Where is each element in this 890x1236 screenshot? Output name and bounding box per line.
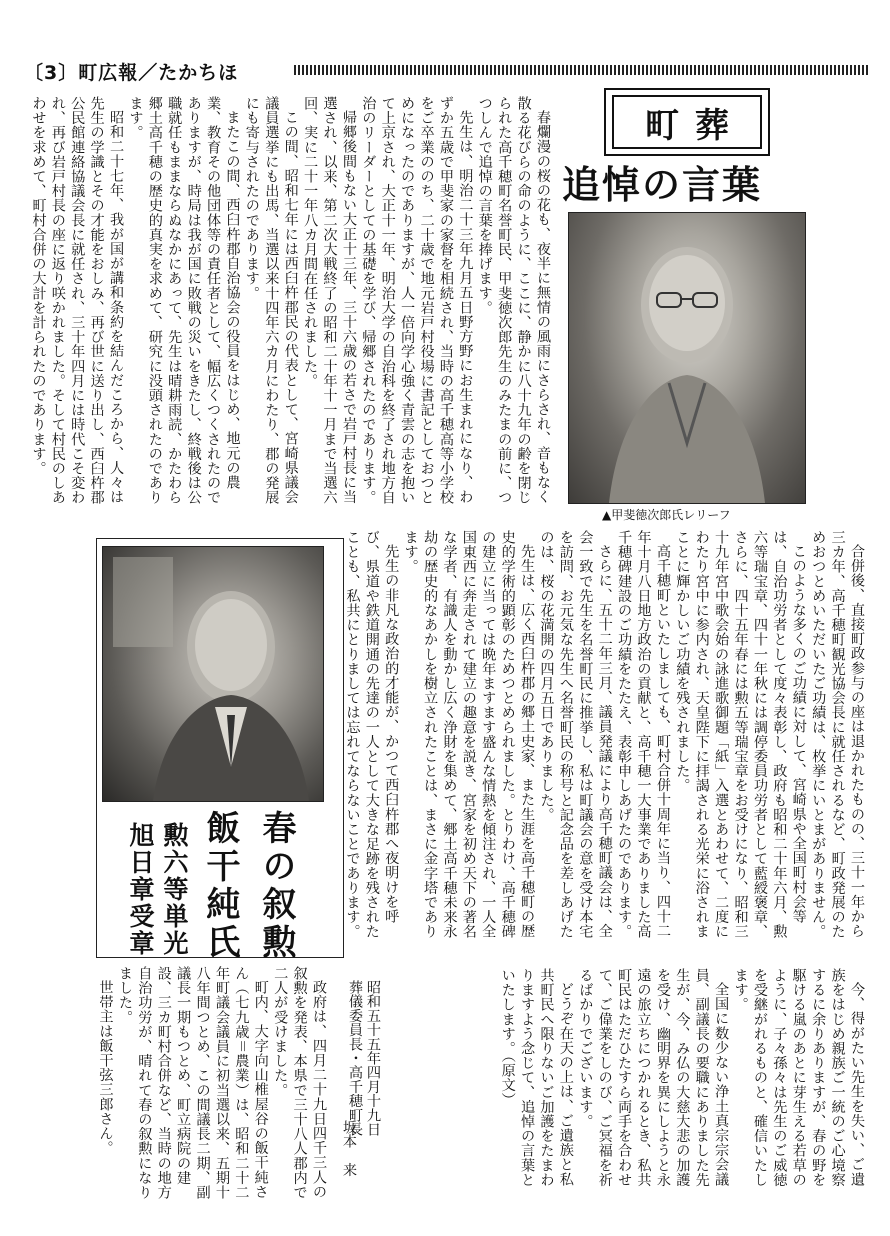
obituary-paragraph: 先生の非凡な政治的才能が、かつて西臼杵郡へ夜明けを呼び、県道や鉄道開通の先達の一人として大きな足跡を残されたことも、私共にとりましては忘れてならないことであります。 xyxy=(344,530,400,939)
award-class-line1: 勲六等単光 xyxy=(160,822,189,957)
obituary-paragraph: 先生は、広く西臼杵郡の郷土史家、また生涯を高千穂町の歴史的学術的顕彰のためつとめられました。とりわけ、高千穂碑の建立に当っては晩年ますます盛んな情熱を傾注され、一人全国東西に奔走されて建立の趣意を説き、宮家を初め天下の著名な学者、有識人を動かし広く浄財を集めて、郷土高千穂未来永劫の歴史的なあかしを樹立されたことは、まさに金字塔であります。 xyxy=(402,530,536,939)
obituary-paragraph: 合併後、直接町政参与の座は退かれたものの、三十一年から三カ年、高千穂町観光協会長に就任されるなど、町政発展のためおつとめいただいたご功績は、枚挙にいとまがありません。 xyxy=(810,530,865,939)
page-number-label: 〔3〕町広報／たかちほ xyxy=(24,62,239,84)
award-paragraph: 町内、大字向山椎屋谷の飯干純さん（七九歳＝農業）は、昭和二十二年町議会議員に初当選以来、五期十八年間つとめ、この間議長二期、副議長一期もつとめ、町立病院の建設、三カ町村合併など、当時の地方自治功労が、晴れて春の叙勲になりました。 xyxy=(116,966,269,1200)
page-header xyxy=(24,56,870,84)
obituary-text-bottom xyxy=(372,968,866,1200)
obituary-kicker-box xyxy=(604,88,770,156)
header-rule xyxy=(294,65,870,75)
obituary-paragraph: さらに、五十二年三月、議員発議により高千穂町議会は、全会一致で先生を名誉町民に推挙し、私は町議会の意を受け本宅を訪問、お元気な先生へ名誉町民の称号と記念品を差しあげたのは、桜の花満開の四月五日でありました。 xyxy=(538,530,613,939)
relief-portrait-icon xyxy=(569,213,805,503)
obituary-headline: 追悼の言葉 xyxy=(562,162,763,207)
relief-photo xyxy=(568,212,806,504)
obituary-kicker: 町葬 xyxy=(612,95,762,149)
obituary-paragraph: このような多くのご功績に対して、宮崎県や全国町村会等は、自治功労者として度々表彰し、政府も昭和二十年六月、勲六等瑞宝章、四十一年秋には調停委員功労者として藍綬褒章、さらに、四十五年春には勲五等瑞宝章をお受けになり、昭和三十九年宮中歌会始の詠進歌御題「紙」入選とあわせて、二度にわたり宮中に参内され、天皇陛下に拝謁される光栄に浴されまことに輝かしいご功績を残されました。 xyxy=(674,530,807,939)
obituary-paragraph: この間、昭和七年には西臼杵郡民の代表として、宮崎県議会議員選挙にも出馬、当選以来十四年六カ月にわたり、郡の発展にも寄与されたのであります。 xyxy=(243,96,299,505)
obituary-paragraph: 昭和二十七年、我が国が講和条約を結んだころから、人々は先生の学識とその才能をおしみ、再び世に送り出し、西臼杵郡公民館連絡協議会長に就任され、三十年四月には時代こそ変われ、再び岩戸村長の座に返り咲かれました。そして村民のしあわせを求めて、町村合併の大計を計られたのであります。 xyxy=(30,96,125,505)
award-portrait-icon xyxy=(103,547,323,801)
award-title: 春の叙勲 xyxy=(256,810,296,962)
award-paragraph: 政府は、四月二十九日四千三人の叙勲を発表、本県で三十八人郡内で二人が受けました。 xyxy=(272,966,327,1200)
obituary-text-middle xyxy=(344,530,866,950)
award-class-line2: 旭日章受章 xyxy=(126,822,155,957)
obituary-paragraph: 今、得がたい先生を失い、ご遺族をはじめ親族ご一統のご心境察するに余りありますが、春の野を駆ける嵐のあとに芽生える若草のように、子々孫々は先生のご威徳を受継がれるものと、確信いたします。 xyxy=(732,968,865,1187)
relief-photo-caption: ▲甲斐徳次郎氏レリーフ xyxy=(602,508,731,522)
obituary-text-top xyxy=(24,96,552,508)
obituary-paragraph: 帰郷後間もない大正十三年、三十六歳の若さで岩戸村長に当選され、以来、第二次大戦終了の昭和二十年十一月まで当選六回、実に二十一年八カ月間在任されました。 xyxy=(302,96,357,505)
obituary-paragraph: またこの間、西臼杵郡自治協会の役員をはじめ、地元の農業、教育その他団体等の責任者として、幅広くつくされたのでありますが、時局は我が国に敗戦の災いをきたし、終戦後は公職就任もままならぬなかにあって、先生は晴耕雨読、かたわら郷土高千穂の歴史的真実を求めて、研究に没頭されたのであります。 xyxy=(127,96,241,505)
obituary-paragraph: 全国に数少ない浄土真宗宗会議員、副議長の要職にありました先生が、今、み仏の大慈大悲の加護を受け、幽明界を異にしようと永遠の旅立ちにつかれるとき、私共町民はただひたすら両手を合わせて、ご偉業をしのび、ご冥福を祈るばかりでございます。 xyxy=(577,968,730,1187)
obituary-paragraph: 春爛漫の桜の花も、夜半に無情の風雨にさらされ、音もなく散る花びらの命のように、ここに、静かに八十九年の齢を閉じられた高千穂町名誉町民、甲斐徳次郎先生のみたまの前に、つつしんで追悼の言葉を捧げます。 xyxy=(476,96,551,505)
signature-role: 葬儀委員長・高千穂町長 xyxy=(347,980,363,1137)
obituary-paragraph: どうぞ在天の上は、ご遺族と私共町民へ限りないご加護をたまわりますよう念じて、追悼の言葉といたします。（原文） xyxy=(499,968,574,1187)
obituary-paragraph: 先生は、明治二十三年九月五日野方野にお生まれになり、わずか五歳で甲斐家の家督を相続され、当時の高千穂高等小学校をご卒業ののち、二十歳で地元岩戸村役場に書記としておつとめになったのでありますが、人一倍向学心強く青雲の志を抱いて上京され、大正十一年、明治大学の自治科を終了され地方自治のリーダーとしての基礎を学び、帰郷されたのであります。 xyxy=(360,96,474,505)
award-recipient-name: 飯干純氏 xyxy=(200,810,240,962)
signature-name: 坂本 来 xyxy=(341,1120,357,1177)
award-portrait-photo xyxy=(102,546,324,802)
award-paragraph: 世帯主は飯干弦三郎さん。 xyxy=(97,980,114,1156)
award-text xyxy=(96,966,328,1202)
signature-date: 昭和五十五年四月十九日 xyxy=(365,980,381,1137)
obituary-paragraph: 高千穂町といたしましても、町村合併十周年に当り、四十二年十月八日地方政治の貢献と、高千穂一大事業でありました高千穂碑建設のご功績をたたえ、表彰申しあげたのであります。 xyxy=(616,530,671,939)
